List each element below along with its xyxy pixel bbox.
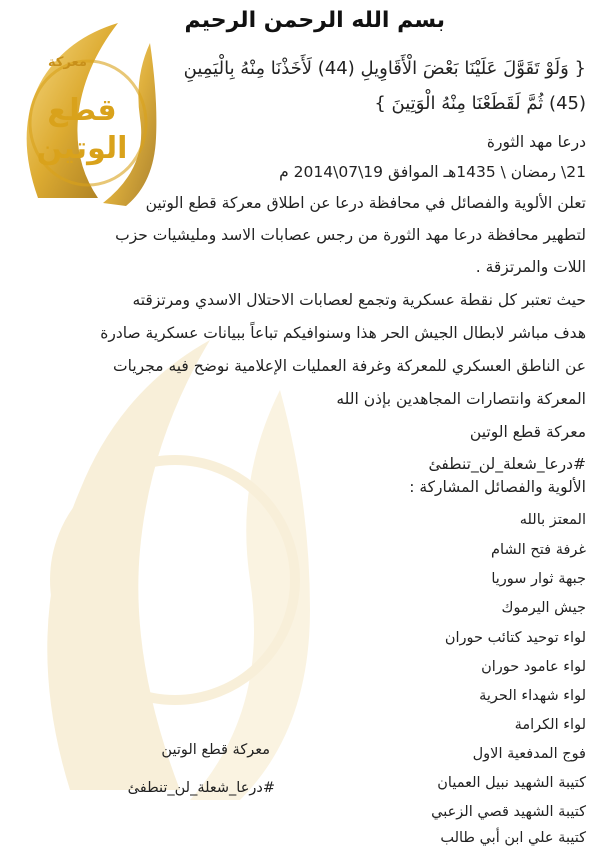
factions-title: الألوية والفصائل المشاركة : <box>409 478 586 496</box>
faction-item: غرفة فتح الشام <box>491 542 586 558</box>
body-line: اللات والمرتزقة . <box>475 258 586 276</box>
faction-item: لواء توحيد كتائب حوران <box>444 630 586 646</box>
faction-item: فوج المدفعية الاول <box>472 746 586 762</box>
body-line: المعركة وانتصارات المجاهدين بإذن الله <box>336 390 586 408</box>
hashtag: #درعا_شعلة_لن_تنطفئ <box>428 455 586 473</box>
faction-item: لواء شهداء الحرية <box>479 688 586 704</box>
body-line: تعلن الألوية والفصائل في محافظة درعا عن اطلاق معركة قطع الوتين <box>145 194 586 212</box>
signature-hashtag: #درعا_شعلة_لن_تنطفئ <box>127 780 275 796</box>
faction-item: جبهة ثوار سوريا <box>491 571 586 587</box>
basmala-heading: بسم الله الرحمن الرحيم <box>184 8 445 33</box>
quran-verse-line-2: (45) ثُمَّ لَقَطَعْنَا مِنْهُ الْوَتِينَ } <box>374 93 586 114</box>
logo-main-text: قطع الوتين <box>36 93 128 166</box>
battle-name: معركة قطع الوتين <box>469 423 586 441</box>
body-line: عن الناطق العسكري للمعركة وغرفة العمليات الإعلامية نوضح فيه مجريات <box>113 357 586 375</box>
date-line: 21\ رمضان \ 1435هـ الموافق 19\07\2014 م <box>279 163 586 181</box>
faction-item: لواء الكرامة <box>514 717 586 733</box>
quran-verse-line-1: { وَلَوْ تَقَوَّلَ عَلَيْنَا بَعْضَ الْأَقَاوِيلِ (44) لَأَخَذْنَا مِنْهُ بِالْيَمِينِ <box>183 58 586 79</box>
faction-item: لواء عامود حوران <box>481 659 586 675</box>
faction-item: كتيبة الشهيد قصي الزعبي <box>431 804 586 820</box>
body-line: لتطهير محافظة درعا مهد الثورة من رجس عصابات الاسد ومليشيات حزب <box>115 226 586 244</box>
faction-item: جيش اليرموك <box>501 600 586 616</box>
faction-item: كتيبة علي ابن أبي طالب <box>440 830 586 846</box>
location-line: درعا مهد الثورة <box>486 133 586 151</box>
faction-item: المعتز بالله <box>519 512 586 528</box>
signature-name: معركة قطع الوتين <box>161 742 270 758</box>
faction-item: كتيبة الشهيد نبيل العميان <box>437 775 586 791</box>
body-line: حيث تعتبر كل نقطة عسكرية وتجمع لعصابات الاحتلال الاسدي ومرتزقته <box>132 291 586 309</box>
watermark-logo <box>10 330 340 810</box>
logo-top-text: معركة <box>48 55 87 70</box>
body-line: هدف مباشر لابطال الجيش الحر هذا وسنوافيكم تباعاً ببيانات عسكرية صادرة <box>100 324 586 342</box>
